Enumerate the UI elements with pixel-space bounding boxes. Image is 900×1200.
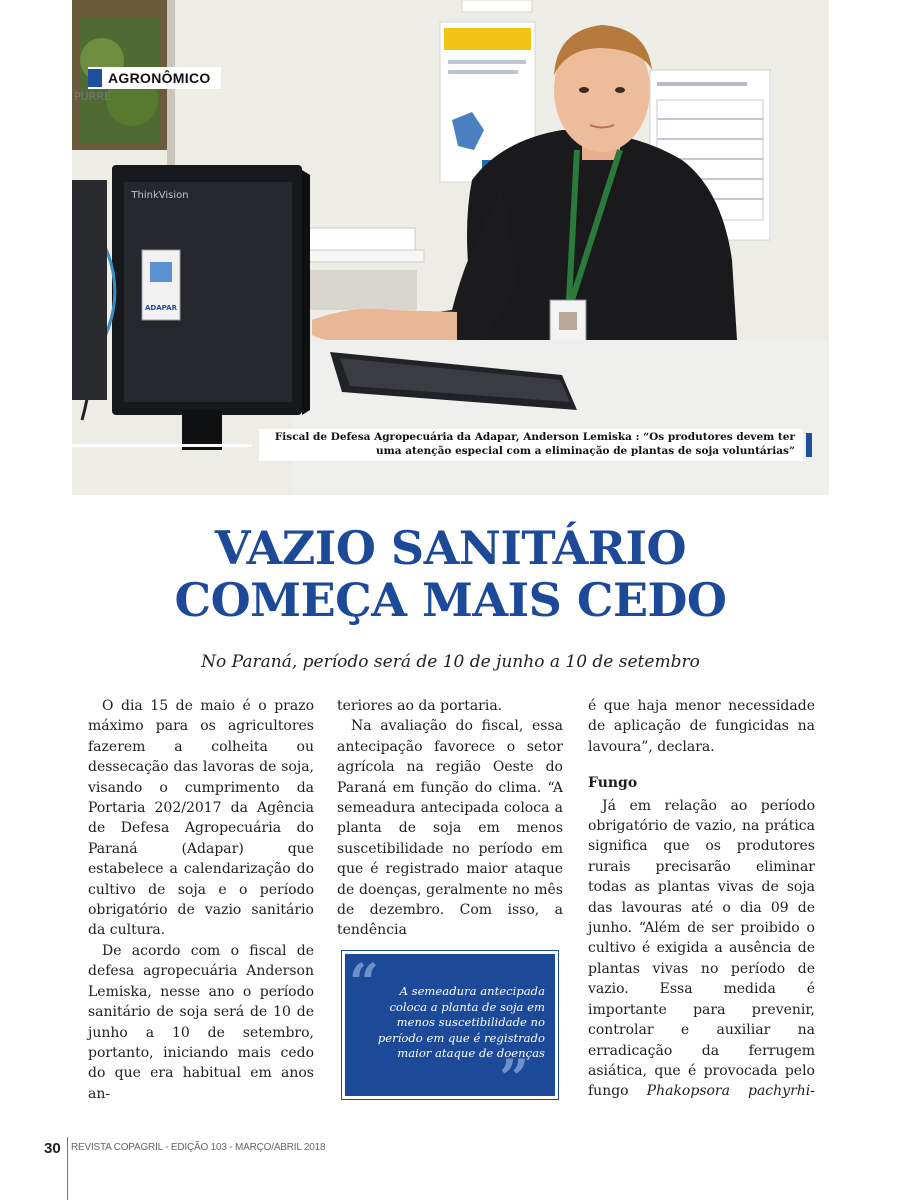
article-subtitle: Fungo	[588, 775, 638, 792]
article-paragraph: é que haja menor necessidade de aplicação de fungicidas na lavoura”, declara.	[588, 698, 815, 755]
caption-rule	[72, 444, 252, 447]
open-quote-icon: “	[349, 953, 379, 1014]
article-paragraph	[588, 796, 815, 1102]
section-square-icon	[88, 69, 102, 87]
article-column-3	[588, 696, 815, 1102]
article-paragraph: teriores ao da portaria.	[337, 698, 503, 714]
section-tag	[88, 67, 221, 89]
page-number: 30	[44, 1140, 61, 1157]
photo-caption	[259, 429, 803, 461]
subheadline: No Paraná, período será de 10 de junho a 10 de setembro	[201, 652, 700, 672]
photo-caption-line1: Fiscal de Defesa Agropecuária da Adapar, Anderson Lemiska : “Os produtores devem ter	[274, 431, 795, 443]
photo-caption-line2: uma atenção especial com a eliminação de plantas de soja voluntárias”	[376, 444, 795, 457]
article-column-2	[337, 696, 563, 941]
headline-line2: COMEÇA MAIS CEDO	[174, 573, 727, 627]
footer-divider	[67, 1137, 68, 1200]
article-paragraph: O dia 15 de maio é o prazo máximo para os agricultores fazerem a colheita ou dessecação das lavoras de soja, visando o cumprimento da Portaria 202/2017 da Agência de Defesa Agropecuária do Paraná (Adapar) que estabelece a calendarização do cultivo de soja e o período obrigatório de vazio sanitário da cultura.	[88, 698, 314, 939]
article-paragraph: Na avaliação do fiscal, essa antecipação favorece o setor agrícola na região Oeste do Paraná em função do clima. “A semeadura antecipada coloca a planta de soja em menos suscetibilidade no período em que é registrado maior ataque de doenças, geralmente no mês de dezembro. Com isso, a tendência	[337, 718, 563, 939]
section-label: AGRONÔMICO	[108, 70, 211, 86]
monitor-brand: ThinkVision	[131, 190, 189, 201]
pull-quote-text: A semeadura antecipada coloca a planta de soja em menos suscetibilidade no período em que é registrado maior ataque de doenças	[377, 984, 545, 1061]
species-name: Phakopsora pachyrhi-	[646, 1083, 815, 1100]
article-paragraph-text: Já em relação ao período obrigatório de vazio, na prática significa que os produtores rurais precisarão eliminar todas as plantas vivas de soja das lavouras até o dia 09 de junho. “Além de ser proibido o cultivo é exigida a ausência de plantas vivas no período de vazio. Essa medida é importante para prevenir, controlar e auxiliar na erradicação da ferrugem asiática, que é provocada pelo fungo	[588, 797, 815, 1100]
publication-info: REVISTA COPAGRIL - EDIÇÃO 103 - MARÇO/ABRIL 2018	[71, 1142, 326, 1153]
article-column-1	[88, 696, 314, 1104]
headline-line1: VAZIO SANITÁRIO	[214, 521, 687, 575]
headline	[72, 522, 829, 626]
pull-quote-panel	[345, 953, 555, 1110]
caption-accent-bar	[806, 433, 812, 457]
article-paragraph: De acordo com o fiscal de defesa agropecuária Anderson Lemiska, nesse ano o período sanitário de soja será de 10 de junho a 10 de setembro, portanto, iniciando mais cedo do que era habitual em anos an-	[88, 942, 314, 1102]
close-quote-icon: ”	[499, 1049, 529, 1110]
wall-sign-fragment: PURRE	[74, 90, 111, 103]
monitor-sticker-text: ADAPAR	[145, 304, 177, 312]
pull-quote	[341, 950, 559, 1110]
